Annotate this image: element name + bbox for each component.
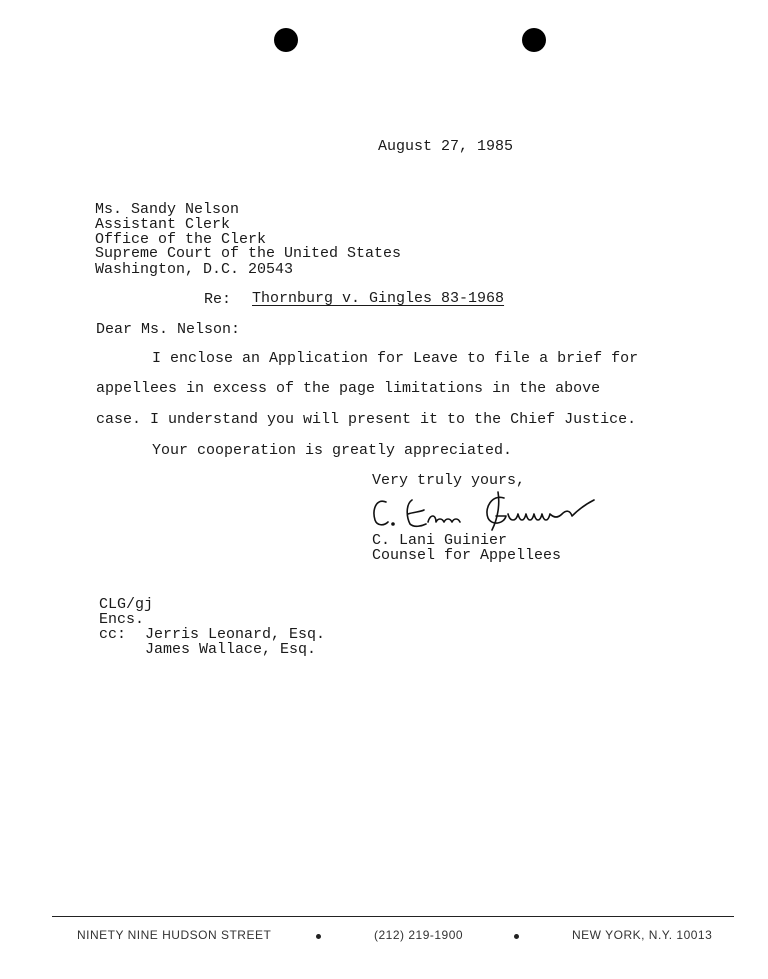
- body-line-4: Your cooperation is greatly appreciated.: [152, 442, 513, 459]
- punch-hole-left: [274, 28, 298, 52]
- footer-rule: [52, 916, 734, 917]
- closing: Very truly yours,: [372, 472, 526, 489]
- punch-hole-right: [522, 28, 546, 52]
- typist-initials: CLG/gj: [99, 596, 154, 613]
- footer-bullet-2: [514, 934, 519, 939]
- cc-label: cc:: [99, 626, 127, 643]
- handwritten-signature: [366, 488, 602, 534]
- footer-street: NINETY NINE HUDSON STREET: [77, 928, 272, 942]
- recipient-name: Ms. Sandy Nelson: [95, 201, 240, 218]
- re-label: Re:: [204, 291, 232, 308]
- recipient-office: Office of the Clerk: [95, 231, 267, 248]
- body-line-3: case. I understand you will present it to the Chief Justice.: [96, 411, 637, 428]
- recipient-title: Assistant Clerk: [95, 216, 231, 233]
- enclosures: Encs.: [99, 611, 145, 628]
- cc-recipient-1: Jerris Leonard, Esq.: [145, 626, 326, 643]
- recipient-city: Washington, D.C. 20543: [95, 261, 294, 278]
- signer-name: C. Lani Guinier: [372, 532, 508, 549]
- body-line-1: I enclose an Application for Leave to file a brief for: [152, 350, 639, 367]
- re-subject: Thornburg v. Gingles 83-1968: [252, 290, 505, 307]
- salutation: Dear Ms. Nelson:: [96, 321, 241, 338]
- letter-date: August 27, 1985: [378, 138, 514, 155]
- footer-city: NEW YORK, N.Y. 10013: [572, 928, 713, 942]
- recipient-court: Supreme Court of the United States: [95, 245, 402, 262]
- footer-phone: (212) 219-1900: [374, 928, 464, 942]
- cc-recipient-2: James Wallace, Esq.: [145, 641, 317, 658]
- body-line-2: appellees in excess of the page limitations in the above: [96, 380, 601, 397]
- footer-bullet-1: [316, 934, 321, 939]
- signer-title: Counsel for Appellees: [372, 547, 562, 564]
